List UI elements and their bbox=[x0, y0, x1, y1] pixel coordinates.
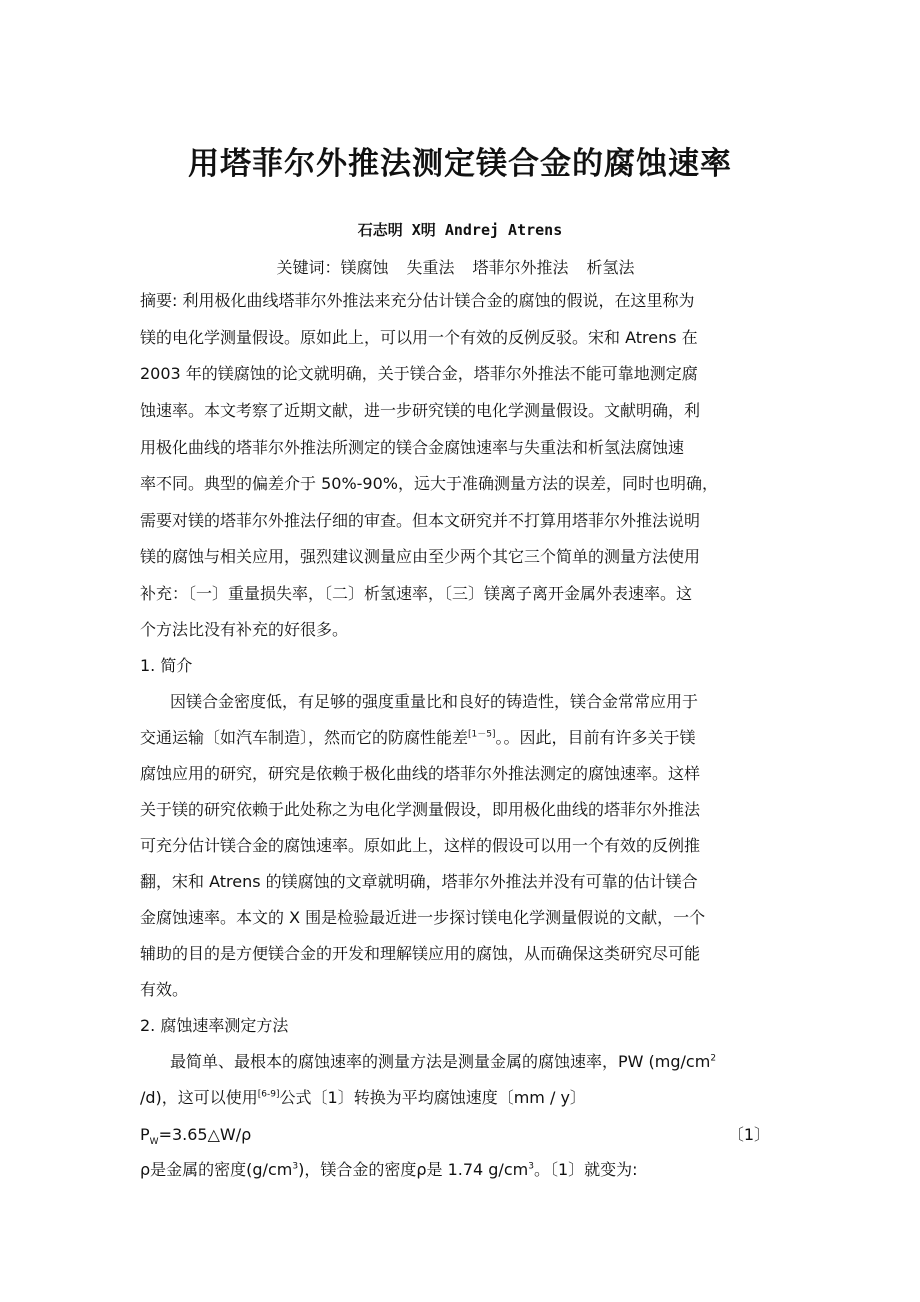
body-text: 公式〔1〕转换为平均腐蚀速度〔mm / y〕 bbox=[279, 1088, 586, 1107]
body-text: 。〔1〕就变为: bbox=[533, 1160, 638, 1179]
keyword: 塔菲尔外推法 bbox=[472, 258, 569, 277]
body-line bbox=[140, 1159, 638, 1181]
body-text: ρ是金属的密度(g/cm bbox=[140, 1160, 293, 1179]
body-line bbox=[140, 727, 696, 749]
body-line: 有效。 bbox=[140, 980, 189, 999]
paper-title: 用塔菲尔外推法测定镁合金的腐蚀速率 bbox=[188, 146, 732, 182]
abstract-line: 个方法比没有补充的好很多。 bbox=[140, 620, 349, 639]
body-line: 可充分估计镁合金的腐蚀速率。原如此上，这样的假设可以用一个有效的反例推 bbox=[140, 836, 701, 855]
body-line: 因镁合金密度低，有足够的强度重量比和良好的铸造性，镁合金常常应用于 bbox=[170, 692, 699, 711]
equation-symbol: P bbox=[140, 1125, 150, 1144]
citation-ref: [1－5] bbox=[468, 729, 496, 740]
keyword: 析氢法 bbox=[586, 258, 635, 277]
body-line: 金腐蚀速率。本文的 X 围是检验最近进一步探讨镁电化学测量假说的文献，一个 bbox=[140, 908, 706, 927]
body-text: 交通运输〔如汽车制造〕，然而它的防腐性能差 bbox=[140, 728, 469, 747]
equation-body: =3.65△W/ρ bbox=[158, 1125, 252, 1144]
body-text: )，镁合金的密度ρ是 1.74 g/cm bbox=[298, 1160, 529, 1179]
abstract-line: 2003 年的镁腐蚀的论文就明确，关于镁合金，塔菲尔外推法不能可靠地测定腐 bbox=[140, 364, 698, 383]
abstract-line: 需要对镁的塔菲尔外推法仔细的审查。但本文研究并不打算用塔菲尔外推法说明 bbox=[140, 511, 701, 530]
subscript: W bbox=[149, 1137, 159, 1148]
abstract-line: 蚀速率。本文考察了近期文献，进一步研究镁的电化学测量假设。文献明确，利 bbox=[140, 401, 701, 420]
body-line: 翻，宋和 Atrens 的镁腐蚀的文章就明确，塔菲尔外推法并没有可靠的估计镁合 bbox=[140, 872, 698, 891]
body-line bbox=[170, 1051, 716, 1073]
equation-number: 〔1〕 bbox=[727, 1125, 770, 1144]
body-text: /d)，这可以使用 bbox=[140, 1088, 258, 1107]
section-heading: 1. 简介 bbox=[140, 656, 193, 675]
body-text: 。。因此，目前有许多关于镁 bbox=[495, 728, 696, 747]
body-line: 辅助的目的是方便镁合金的开发和理解镁应用的腐蚀，从而确保这类研究尽可能 bbox=[140, 944, 701, 963]
abstract-line: 补充：〔一〕重量损失率，〔二〕析氢速率，〔三〕镁离子离开金属外表速率。这 bbox=[140, 584, 693, 603]
citation-ref: [6-9] bbox=[257, 1089, 280, 1100]
body-line: 关于镁的研究依赖于此处称之为电化学测量假设，即用极化曲线的塔菲尔外推法 bbox=[140, 800, 701, 819]
keyword: 失重法 bbox=[406, 258, 455, 277]
authors: 石志明 X明 Andrej Atrens bbox=[357, 221, 563, 239]
abstract-line: 镁的电化学测量假设。原如此上，可以用一个有效的反例反驳。宋和 Atrens 在 bbox=[140, 328, 698, 347]
abstract-line: 摘要: 利用极化曲线塔菲尔外推法来充分估计镁合金的腐蚀的假说，在这里称为 bbox=[140, 291, 695, 310]
equation bbox=[140, 1124, 251, 1146]
superscript: 3 bbox=[528, 1161, 534, 1172]
abstract-line: 用极化曲线的塔菲尔外推法所测定的镁合金腐蚀速率与失重法和析氢法腐蚀速 bbox=[140, 438, 685, 457]
superscript: 2 bbox=[710, 1053, 717, 1064]
body-line bbox=[140, 1087, 586, 1109]
body-line: 腐蚀应用的研究，研究是依赖于极化曲线的塔菲尔外推法测定的腐蚀速率。这样 bbox=[140, 764, 701, 783]
section-heading: 2. 腐蚀速率测定方法 bbox=[140, 1016, 289, 1035]
keyword: 镁腐蚀 bbox=[340, 258, 389, 277]
abstract-line: 镁的腐蚀与相关应用，强烈建议测量应由至少两个其它三个简单的测量方法使用 bbox=[140, 547, 701, 566]
superscript: 3 bbox=[292, 1161, 299, 1172]
abstract-line: 率不同。典型的偏差介于 50%-90%，远大于准确测量方法的误差，同时也明确， bbox=[140, 474, 718, 493]
keywords-line bbox=[0, 255, 920, 278]
body-text: 最简单、最根本的腐蚀速率的测量方法是测量金属的腐蚀速率，PW (mg/cm bbox=[170, 1052, 711, 1071]
keywords-label: 关键词： bbox=[276, 258, 341, 277]
